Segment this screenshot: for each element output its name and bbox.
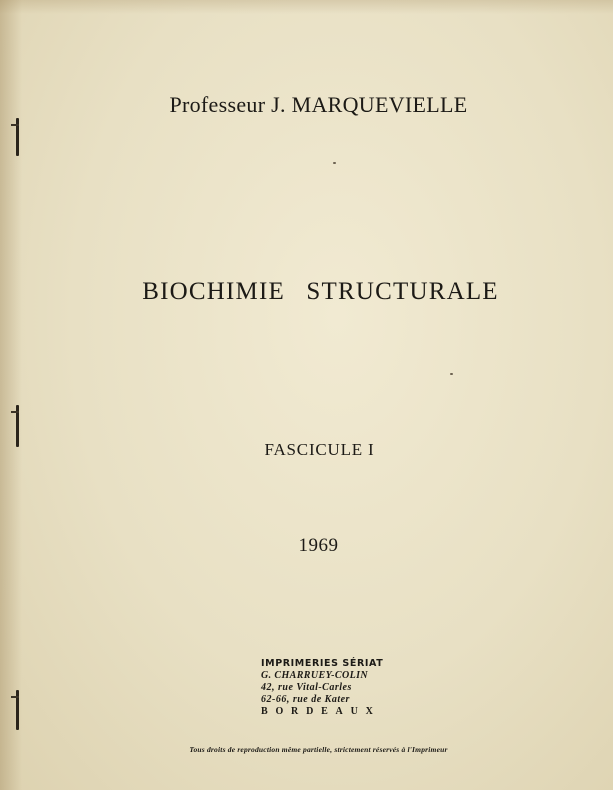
staple-bottom (16, 690, 19, 730)
printer-owner: G. CHARRUEY-COLIN (261, 670, 369, 681)
printer-city: BORDEAUX (261, 706, 381, 717)
fascicule-number: FASCICULE I (264, 440, 375, 459)
printer-address-2: 62-66, rue de Kater (261, 694, 350, 705)
page-top-shadow (0, 0, 613, 14)
staple-top (16, 118, 19, 156)
printer-address-1: 42, rue Vital-Carles (261, 682, 352, 693)
printer-name: IMPRIMERIES SÉRIAT (261, 658, 384, 669)
printer-block (261, 658, 384, 718)
document-title: BIOCHIMIE STRUCTURALE (142, 278, 499, 305)
author-name: Professeur J. MARQUEVIELLE (169, 92, 468, 117)
paper-speck (450, 373, 453, 375)
publication-year: 1969 (298, 535, 339, 556)
paper-speck (333, 162, 336, 164)
rights-notice: Tous droits de reproduction même partielle, strictement réservés à l'Imprimeur (189, 745, 448, 754)
